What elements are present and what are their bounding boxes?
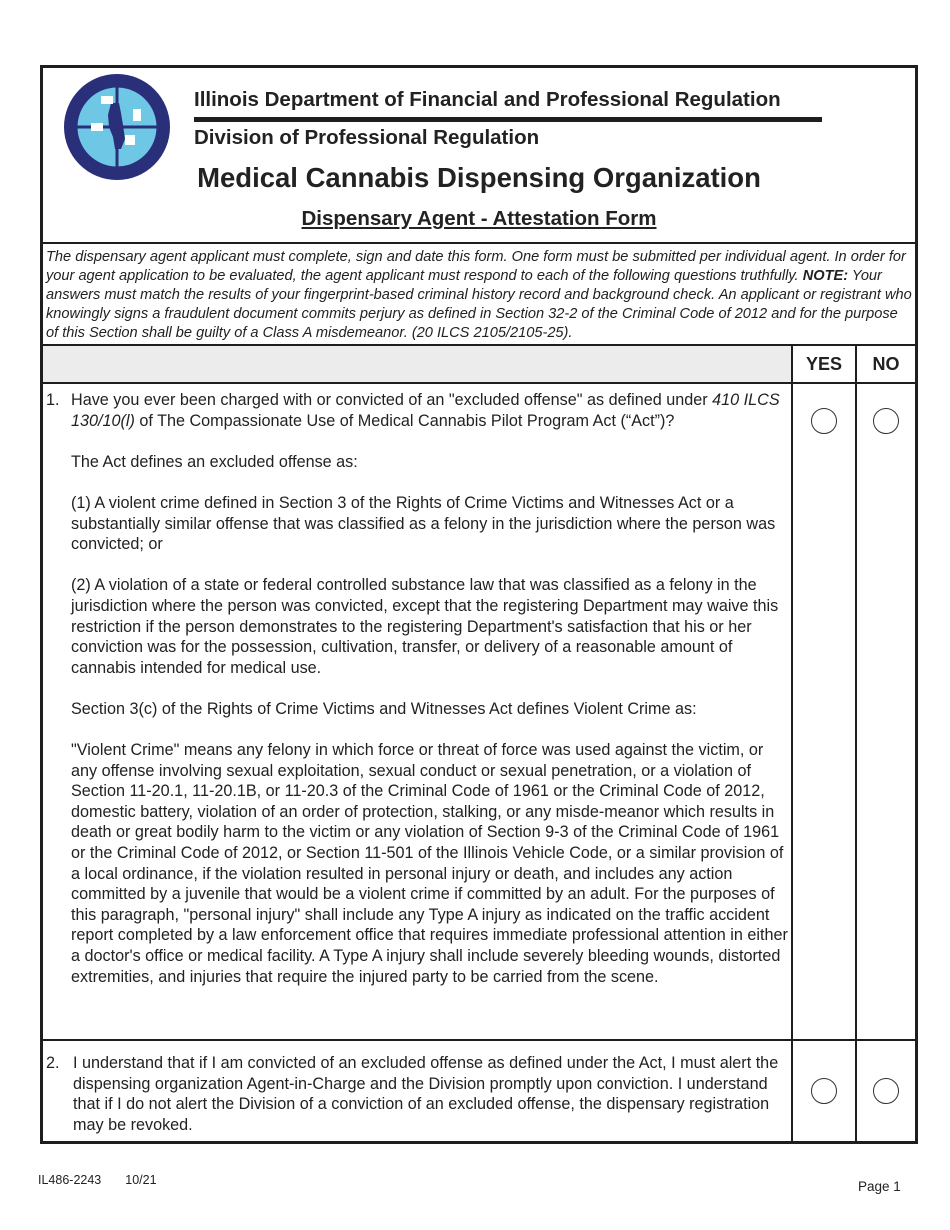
question-paragraph: (1) A violent crime defined in Section 3 of the Rights of Crime Victims and Witnesses Act or a substantially similar offense that was classified as a felony in the jurisdiction where the person was convicted; or [71, 493, 776, 554]
question-2-no-radio[interactable] [873, 1078, 899, 1104]
agency-name: Illinois Department of Financial and Professional Regulation [194, 88, 781, 111]
question-2-yes-radio[interactable] [811, 1078, 837, 1104]
no-column-header: NO [857, 346, 915, 382]
form-subtitle: Dispensary Agent - Attestation Form [301, 207, 657, 230]
row-divider [43, 1039, 915, 1041]
question-paragraph: I understand that if I am convicted of an excluded offense as defined under the Act, I must alert the dispensing organization Agent-in-Charge and the Division promptly upon conviction. I understand that if I do not alert the Division of a conviction of an excluded offense, the dispensary registration may be revoked. [73, 1054, 779, 1134]
division-name: Division of Professional Regulation [194, 126, 540, 149]
question-lead [71, 390, 789, 431]
question-paragraph: The Act defines an excluded offense as: [71, 452, 358, 471]
question-number: 1. [46, 391, 60, 409]
instructions-text [43, 244, 915, 343]
question-1-no-radio[interactable] [873, 408, 899, 434]
column-divider [791, 346, 793, 1141]
page-title: Medical Cannabis Dispensing Organization [197, 162, 761, 193]
question-1-yes-radio[interactable] [811, 408, 837, 434]
yes-column-header: YES [793, 346, 855, 382]
instructions-intro: The dispensary agent applicant must complete, sign and date this form. One form must be submitted per individual agent. In order for your agent application to be evaluated, the agent applicant must respond to each of the following questions truthfully. [46, 249, 906, 284]
question-lead-after: of The Compassionate Use of Medical Cannabis Pilot Program Act (“Act”)? [134, 411, 675, 430]
statute-citation: 410 ILCS 130/10(l) [71, 391, 780, 430]
instructions [43, 244, 915, 346]
form-header [43, 68, 915, 244]
question-paragraph: "Violent Crime" means any felony in which force or threat of force was used against the victim, or any offense involving sexual exploitation, sexual conduct or sexual penetration, or a violation of Section 11-20.1, 11-20.1B, or 11-20.3 of the Criminal Code of 1961 or the Criminal Code of 2012, domestic battery, violation of an order of protection, stalking, or any misde-meanor which results in death or great bodily harm to the victim or any violation of Section 9-3 of the Criminal Code of 1961 or the Criminal Code of 2012, or Section 11-501 of the Illinois Vehicle Code, or a similar provision of a local ordinance, if the violation resulted in personal injury or death, and includes any action committed by a juvenile that would be a violent crime if committed by an adult. For the purposes of this paragraph, "personal injury" shall include any Type A injury as indicated on the traffic accident report completed by a law enforcement office that requires immediate professional attention in either a doctor's office or medical facility. A Type A injury shall include severely bleeding wounds, distorted extremities, and injuries that require the injured party to be carried from the scene. [71, 741, 788, 986]
question-text [71, 390, 789, 987]
column-divider [855, 346, 857, 1141]
question-text [73, 1053, 787, 1135]
instructions-note: Your answers must match the results of your fingerprint-based criminal history record and background check. An applicant or registrant who knowingly signs a fraudulent document commits perjury as defined in Section 32-2 of the Criminal Code of 2012 and for the purpose of this Section shall be guilty of a Class A misdemeanor. (20 ILCS 2105/2105-25). [46, 268, 912, 341]
form-number: IL486-2243 [38, 1173, 102, 1187]
attestation-form [40, 65, 918, 1144]
form-date: 10/21 [125, 1173, 157, 1187]
page-number: Page 1 [858, 1179, 901, 1194]
header-rule [194, 117, 822, 122]
question-paragraph: (2) A violation of a state or federal controlled substance law that was classified as a felony in the jurisdiction where the person was convicted, except that the registering Department may waive this restriction if the person demonstrates to the registering Department's satisfaction that his or her conviction was for the possession, cultivation, transfer, or delivery of a reasonable amount of cannabis intended for medical use. [71, 576, 779, 677]
question-lead-before: Have you ever been charged with or convicted of an "excluded offense" as defined under [71, 391, 713, 409]
table-header [43, 346, 915, 384]
form-code [38, 1173, 157, 1187]
question-number: 2. [46, 1054, 60, 1072]
note-label: NOTE: [802, 268, 849, 284]
question-paragraph: Section 3(c) of the Rights of Crime Victims and Witnesses Act defines Violent Crime as: [71, 699, 697, 718]
